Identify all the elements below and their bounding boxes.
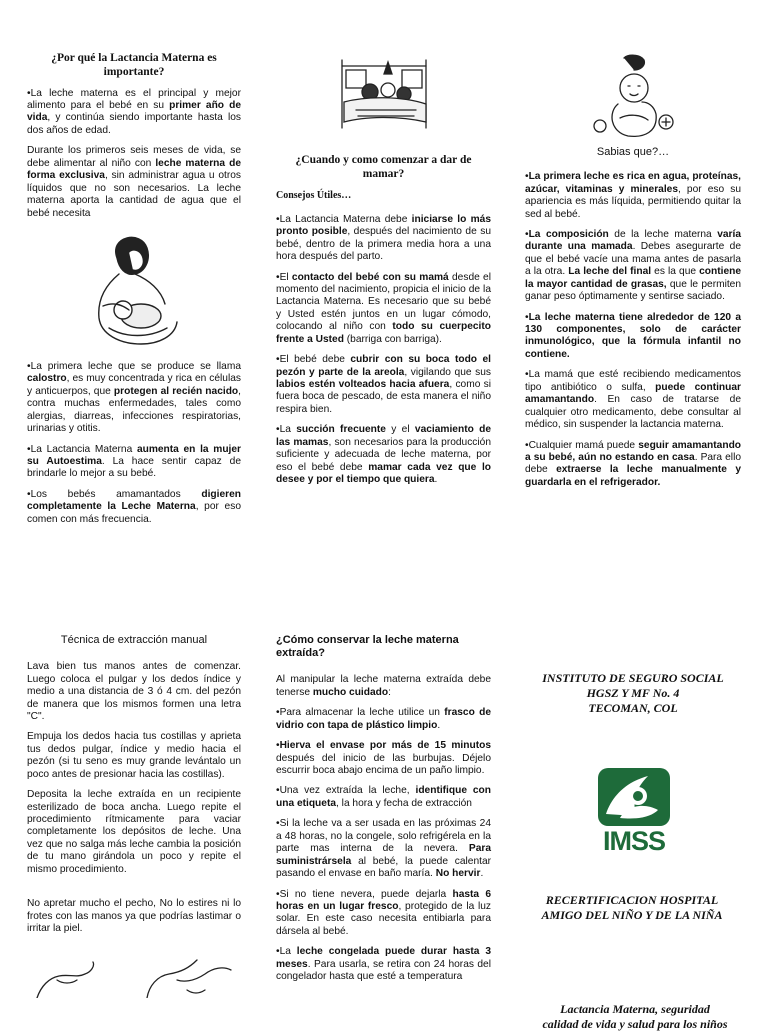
paragraph (276, 424, 491, 486)
text-run: •Una vez extraída la leche, (276, 785, 416, 797)
text-run: •La primera leche que se produce se llama (27, 360, 241, 372)
text-run: desde el momento del nacimiento, propicia el inicio de la Lactancia Materna. Es necesario que su bebé y Usted estén juntos en un lugar cómodo, colocando al niño con (276, 271, 491, 333)
text-run: , sin administrar agua u otros líquidos que no son necesarios. La leche materna aporta la cantidad de agua que el bebé necesita (27, 170, 241, 219)
text-run: , la hora y fecha de extracción (336, 797, 472, 809)
emphasis-text: frasco de vidrio con tapa de plástico limpio (276, 707, 492, 731)
institution-header (522, 671, 744, 716)
text-run: , y continúa siendo importante hasta los dos años de edad. (27, 112, 241, 136)
paragraph (276, 272, 491, 347)
emphasis-text: digieren completamente la Leche Materna (27, 488, 241, 513)
slogan (520, 1002, 750, 1032)
text-run: . (437, 719, 441, 731)
panel-when-how-title: ¿Cuando y como comenzar a dar de mamar? (295, 154, 472, 180)
text-run: , vigilando que sus (404, 366, 491, 378)
text-run: , protegido de la luz solar. En este caso necesita entibiarla para dársela al bebé. (276, 900, 491, 937)
emphasis-text: labios estén volteados hacia afuera (276, 379, 450, 391)
paragraph (276, 354, 491, 416)
text-run: •Si no tiene nevera, puede dejarla (276, 888, 453, 900)
text-run: . En caso de tratarse de cualquier otro medicamento, debe consultar al médico, sin suspender la lactancia materna. (525, 394, 741, 431)
recertification-title (516, 893, 748, 923)
emphasis-text: leche congelada puede durar hasta 3 meses (276, 946, 491, 970)
emphasis-text: Para suministrársela (276, 843, 491, 867)
paragraph (276, 214, 491, 264)
emphasis-text: mucho cuidado (312, 686, 389, 698)
emphasis-text: seguir amamantando a su bebé, aún no estando en casa (525, 439, 742, 463)
emphasis-text: protegen al recién nacido (113, 385, 239, 397)
paragraph (27, 88, 241, 138)
paragraph (525, 229, 741, 304)
paragraph (276, 785, 491, 810)
emphasis-text: iniciarse lo más pronto posible (276, 213, 491, 238)
imss-logo-text: IMSS (602, 826, 665, 856)
text-run: •La Lactancia Materna (27, 443, 137, 455)
paragraph (27, 361, 241, 436)
paragraph (276, 946, 491, 983)
paragraph (276, 889, 491, 939)
hand-technique-illustration (27, 950, 241, 998)
text-run: . La hace sentir capaz de brindarle lo mejor a su bebé. (27, 456, 241, 480)
panel-importance (27, 52, 241, 534)
panel-storage (276, 634, 491, 992)
text-run: •La Lactancia Materna debe (276, 213, 412, 225)
paragraph (276, 740, 491, 777)
text-run: Al manipular la leche materna extraída debe tenerse (276, 674, 491, 698)
paragraph (276, 818, 491, 880)
text-run: es la que (651, 266, 700, 278)
emphasis-text: contacto del bebé con su mamá (291, 271, 449, 283)
text-run: , por eso comen con más frecuencia. (27, 501, 241, 525)
text-run: •La leche materna es el principal y mejor alimento para el bebé en su (27, 87, 241, 112)
emphasis-text: leche materna de forma exclusiva (27, 157, 241, 182)
paragraph (27, 444, 241, 481)
paragraph (525, 440, 741, 490)
emphasis-text: todo su cuerpecito frente a Usted (276, 321, 491, 345)
panel-did-you-know-title: Sabias que?… (596, 146, 670, 158)
paragraph: Lava bien tus manos antes de comenzar. Luego coloca el pulgar y los dedos índice y medio a una distancia de 3 ó 4 cm. del pezón de manera que los mismos formen una letra "C". (27, 661, 241, 722)
panel-manual-extraction-title: Técnica de extracción manual (60, 634, 208, 646)
text-run: •El (276, 271, 292, 283)
text-run: (barriga con barriga). (343, 333, 442, 345)
emphasis-text: Hierva el envase por más de 15 minutos (279, 740, 491, 752)
recertification-line1: RECERTIFICACION HOSPITAL (545, 893, 719, 907)
emphasis-text: extraerse la leche manualmente y guardarla en el refrigerador. (525, 464, 741, 488)
slogan-line1: Lactancia Materna, seguridad (560, 1002, 710, 1016)
paragraph: Empuja los dedos hacia tus costillas y aprieta tus dedos pulgar, índice y medio hacia el pezón (si tu seno es muy grande levántalo un poco antes de presionar hacia las costillas). (27, 731, 241, 780)
panel-storage-title: ¿Cómo conservar la leche materna extraída? (276, 634, 459, 660)
text-run: de la leche materna (608, 228, 718, 240)
paragraph (525, 312, 741, 362)
imss-logo (596, 766, 672, 858)
text-run: •Para almacenar la leche utilice un (276, 707, 445, 719)
text-run: , como si fuera boca de pescado, de esta manera el niño respira bien. (276, 379, 491, 415)
emphasis-text: contiene la mayor cantidad de grasas, (525, 266, 741, 290)
text-run: •El bebé debe (276, 354, 351, 366)
panel-manual-extraction (27, 634, 241, 998)
panel-importance-title: ¿Por qué la Lactancia Materna es importante? (51, 52, 217, 78)
hospital-name: HGSZ Y MF No. 4 (586, 686, 680, 700)
emphasis-text: aumenta en la mujer su Autoestima (27, 443, 242, 468)
text-run: , es muy concentrada y rica en células y anticuerpos, que (27, 373, 241, 397)
paragraph: Deposita la leche extraída en un recipiente esterilizado de boca ancha. Luego repite el procedimiento rítmicamente para vaciar completamente los depósitos de leche. Una vez que no salga más leche cambia la posición de tu mano girándola un poco y repite el mismo procedimiento. (27, 789, 241, 875)
text-run: •Si la leche va a ser usada en las próximas 24 a 48 horas, no la congele, solo refrigérela en la parte mas interna de la nevera. (276, 818, 491, 855)
emphasis-text: vaciamiento de las mamas (276, 424, 492, 448)
paragraph (525, 369, 741, 431)
text-run: •La (276, 424, 297, 436)
emphasis-text: primer año de vida (27, 100, 241, 124)
emphasis-text: identifique con una etiqueta (276, 785, 492, 809)
emphasis-text: puede continuar amamantando (525, 381, 741, 406)
text-run: . Para ello debe (525, 451, 741, 476)
recertification-line2: AMIGO DEL NIÑO Y DE LA NIÑA (541, 908, 723, 922)
text-run: , después del nacimiento de su bebé, dentro de la primera media hora a una hora después del parto. (276, 226, 491, 263)
emphasis-text: La leche materna tiene alrededor de 120 a 130 componentes, solo de carácter inmunológico, que la fórmula infantil no contiene. (525, 311, 741, 360)
emphasis-text: succión frecuente (296, 424, 386, 436)
useful-tips-subtitle: Consejos Útiles… (276, 189, 352, 201)
text-run: , son necesarios para la producción suficiente y adecuada de leche materna, por eso el bebé debe (276, 436, 491, 473)
text-run: al bebé, la puede calentar pasando el envase en baño maría. (276, 855, 491, 880)
text-run: que le permiten ganar peso óptimamente y sentirse saciado. (525, 278, 741, 303)
text-run: •Cualquier mamá puede (525, 439, 639, 451)
text-run: . (480, 868, 484, 880)
text-run: y el (385, 424, 415, 436)
emphasis-text: hasta 6 horas en un lugar fresco (276, 888, 492, 912)
paragraph (27, 489, 241, 526)
paragraph: No apretar mucho el pecho, No lo estires ni lo frotes con las manos ya que podrías lastimar o irritar la piel. (27, 898, 241, 935)
emphasis-text: La primera leche es rica en agua, proteínas, azúcar, vitaminas y minerales (525, 171, 741, 195)
text-run: • (525, 228, 529, 240)
emphasis-text: mamar cada vez que lo desee y por el tiempo que quiera (276, 461, 491, 486)
text-run: : (388, 686, 391, 698)
baby-with-toys-illustration (588, 52, 678, 142)
paragraph (276, 707, 491, 732)
emphasis-text: La leche del final (568, 266, 652, 278)
emphasis-text: cubrir con su boca todo el pezón y parte de la areola (276, 354, 491, 378)
panel-when-how (276, 52, 491, 495)
paragraph (276, 674, 491, 699)
emphasis-text: varía durante una mamada (525, 228, 742, 253)
text-run: . Para usarla, se retira con 24 horas del congelador hasta que esté a temperatura (276, 958, 491, 983)
text-run: • (525, 311, 529, 323)
paragraph (525, 171, 741, 221)
institution-name: INSTITUTO DE SEGURO SOCIAL (542, 671, 724, 685)
text-run: •Los bebés amamantados (27, 488, 202, 500)
paragraph (27, 145, 241, 220)
text-run: •La mamá que esté recibiendo medicamentos tipo antibiótico o sulfa, (525, 369, 741, 393)
family-in-bed-illustration (336, 52, 432, 132)
panel-did-you-know (525, 52, 741, 497)
hospital-location: TECOMAN, COL (588, 701, 678, 715)
emphasis-text: La composición (528, 228, 609, 240)
text-run: , por eso su apariencia es más líquida, permitiendo quitar la sed al bebé. (525, 183, 741, 220)
text-run: . Debes asegurarte de que el bebé vacíe una mama antes de pasarla a la otra. (525, 241, 741, 278)
text-run: •La (276, 946, 297, 958)
mother-breastfeeding-illustration (79, 228, 189, 353)
emphasis-text: calostro (27, 373, 67, 385)
text-run: . (434, 474, 438, 486)
slogan-line2: calidad de vida y salud para los niños (542, 1017, 728, 1031)
text-run: • (276, 740, 280, 752)
text-run: • (525, 171, 529, 183)
text-run: después del inicio de las burbujas. Déjelo escurrir boca abajo encima de un paño limpio. (276, 752, 491, 776)
emphasis-text: No hervir (435, 868, 481, 880)
text-run: , contra muchas enfermedades, tales como alergias, diarreas, infecciones respiratorias, urinarias y otitis. (27, 385, 241, 435)
text-run: Durante los primeros seis meses de vida, se debe alimentar al niño con (27, 145, 241, 169)
